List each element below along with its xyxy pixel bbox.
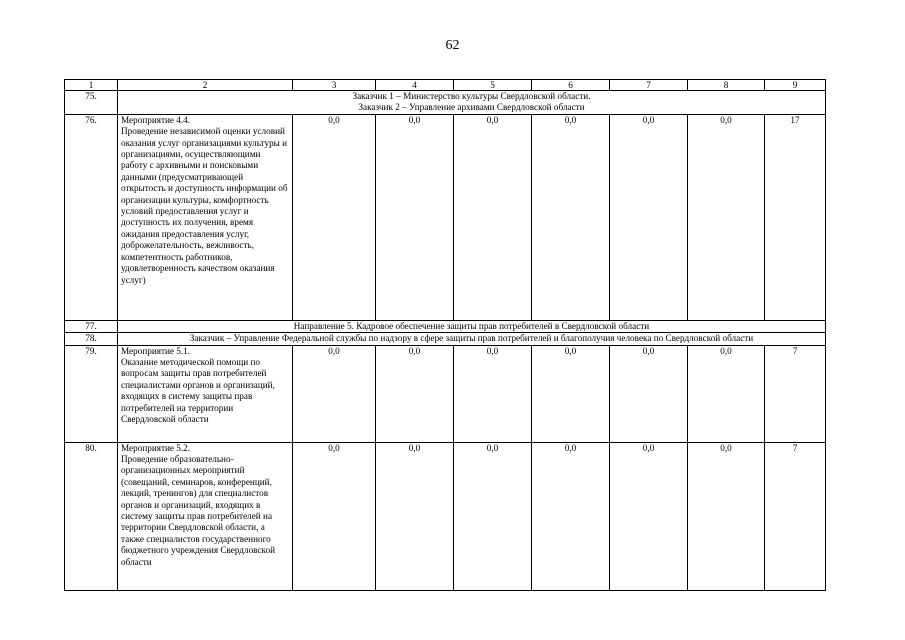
value-cell: 7 bbox=[765, 345, 826, 442]
value-cell: 0,0 bbox=[454, 442, 532, 590]
value-cell: 0,0 bbox=[532, 442, 610, 590]
row-number: 79. bbox=[65, 345, 118, 442]
customer-line: Заказчик 2 – Управление архивами Свердловской области bbox=[358, 102, 585, 113]
value-cell: 0,0 bbox=[688, 114, 765, 320]
row-number: 80. bbox=[65, 442, 118, 590]
direction-heading: Направление 5. Кадровое обеспечение защиты прав потребителей в Свердловской области bbox=[118, 320, 826, 332]
value-cell: 17 bbox=[765, 114, 826, 320]
measure-title: Мероприятие 5.1. bbox=[121, 345, 191, 356]
measure-text: Проведение образовательно-организационных мероприятий (совещаний, семинаров, конференций, лекций, тренингов) для специалистов органов и организаций, входящих в систему защиты прав потребителей на территории Свердловской области, а также специалистов государственного бюджетного учреждения Свердловской области bbox=[121, 454, 276, 567]
value-cell: 7 bbox=[765, 442, 826, 590]
measure-text: Проведение независимой оценки условий оказания услуг организациями культуры и организациями, осуществляющими работу с архивными и поисковыми данными (предусматривающей открытость и доступность информации об организации культуры, комфортность условий предоставления услуг и доступность их получения, время ожидания предоставления услуг, доброжелательность, вежливость, компетентность работников, удовлетворенность качеством оказания услуг) bbox=[121, 126, 288, 285]
column-number-row bbox=[65, 80, 826, 91]
value-cell: 0,0 bbox=[610, 345, 688, 442]
value-cell: 0,0 bbox=[610, 114, 688, 320]
measure-description bbox=[118, 114, 293, 320]
table-row-80 bbox=[65, 442, 826, 590]
customer-cell: Заказчик – Управление Федеральной службы по надзору в сфере защиты прав потребителей и благополучия человека по Свердловской области bbox=[118, 333, 826, 345]
program-table bbox=[64, 79, 826, 591]
column-header: 8 bbox=[688, 80, 765, 91]
value-cell: 0,0 bbox=[688, 442, 765, 590]
measure-text: Оказание методической помощи по вопросам защиты прав потребителей специалистами органов и организаций, входящих в систему защиты прав потребителей на территории Свердловской области bbox=[121, 357, 275, 425]
value-cell: 0,0 bbox=[376, 345, 454, 442]
table-row-78 bbox=[65, 333, 826, 345]
customer-line: Заказчик 1 – Министерство культуры Свердловской области. bbox=[352, 91, 591, 101]
value-cell: 0,0 bbox=[376, 442, 454, 590]
table-row-77 bbox=[65, 320, 826, 332]
column-header: 4 bbox=[376, 80, 454, 91]
row-number: 77. bbox=[65, 320, 118, 332]
value-cell: 0,0 bbox=[293, 442, 376, 590]
value-cell: 0,0 bbox=[688, 345, 765, 442]
value-cell: 0,0 bbox=[454, 345, 532, 442]
value-cell: 0,0 bbox=[376, 114, 454, 320]
column-header: 9 bbox=[765, 80, 826, 91]
page-number: 62 bbox=[445, 38, 460, 53]
row-number: 75. bbox=[65, 91, 118, 115]
column-header: 5 bbox=[454, 80, 532, 91]
measure-title: Мероприятие 5.2. bbox=[121, 442, 191, 453]
column-header: 6 bbox=[532, 80, 610, 91]
value-cell: 0,0 bbox=[532, 114, 610, 320]
measure-title: Мероприятие 4.4. bbox=[121, 114, 191, 125]
value-cell: 0,0 bbox=[532, 345, 610, 442]
column-header: 2 bbox=[118, 80, 293, 91]
column-header: 1 bbox=[65, 80, 118, 91]
row-number: 76. bbox=[65, 114, 118, 320]
value-cell: 0,0 bbox=[293, 345, 376, 442]
table-row-79 bbox=[65, 345, 826, 442]
row-number: 78. bbox=[65, 333, 118, 345]
measure-description bbox=[118, 345, 293, 442]
value-cell: 0,0 bbox=[454, 114, 532, 320]
customer-cell bbox=[118, 91, 826, 115]
column-header: 3 bbox=[293, 80, 376, 91]
measure-description bbox=[118, 442, 293, 590]
value-cell: 0,0 bbox=[293, 114, 376, 320]
column-header: 7 bbox=[610, 80, 688, 91]
table-row-75 bbox=[65, 91, 826, 115]
value-cell: 0,0 bbox=[610, 442, 688, 590]
table-row-76 bbox=[65, 114, 826, 320]
